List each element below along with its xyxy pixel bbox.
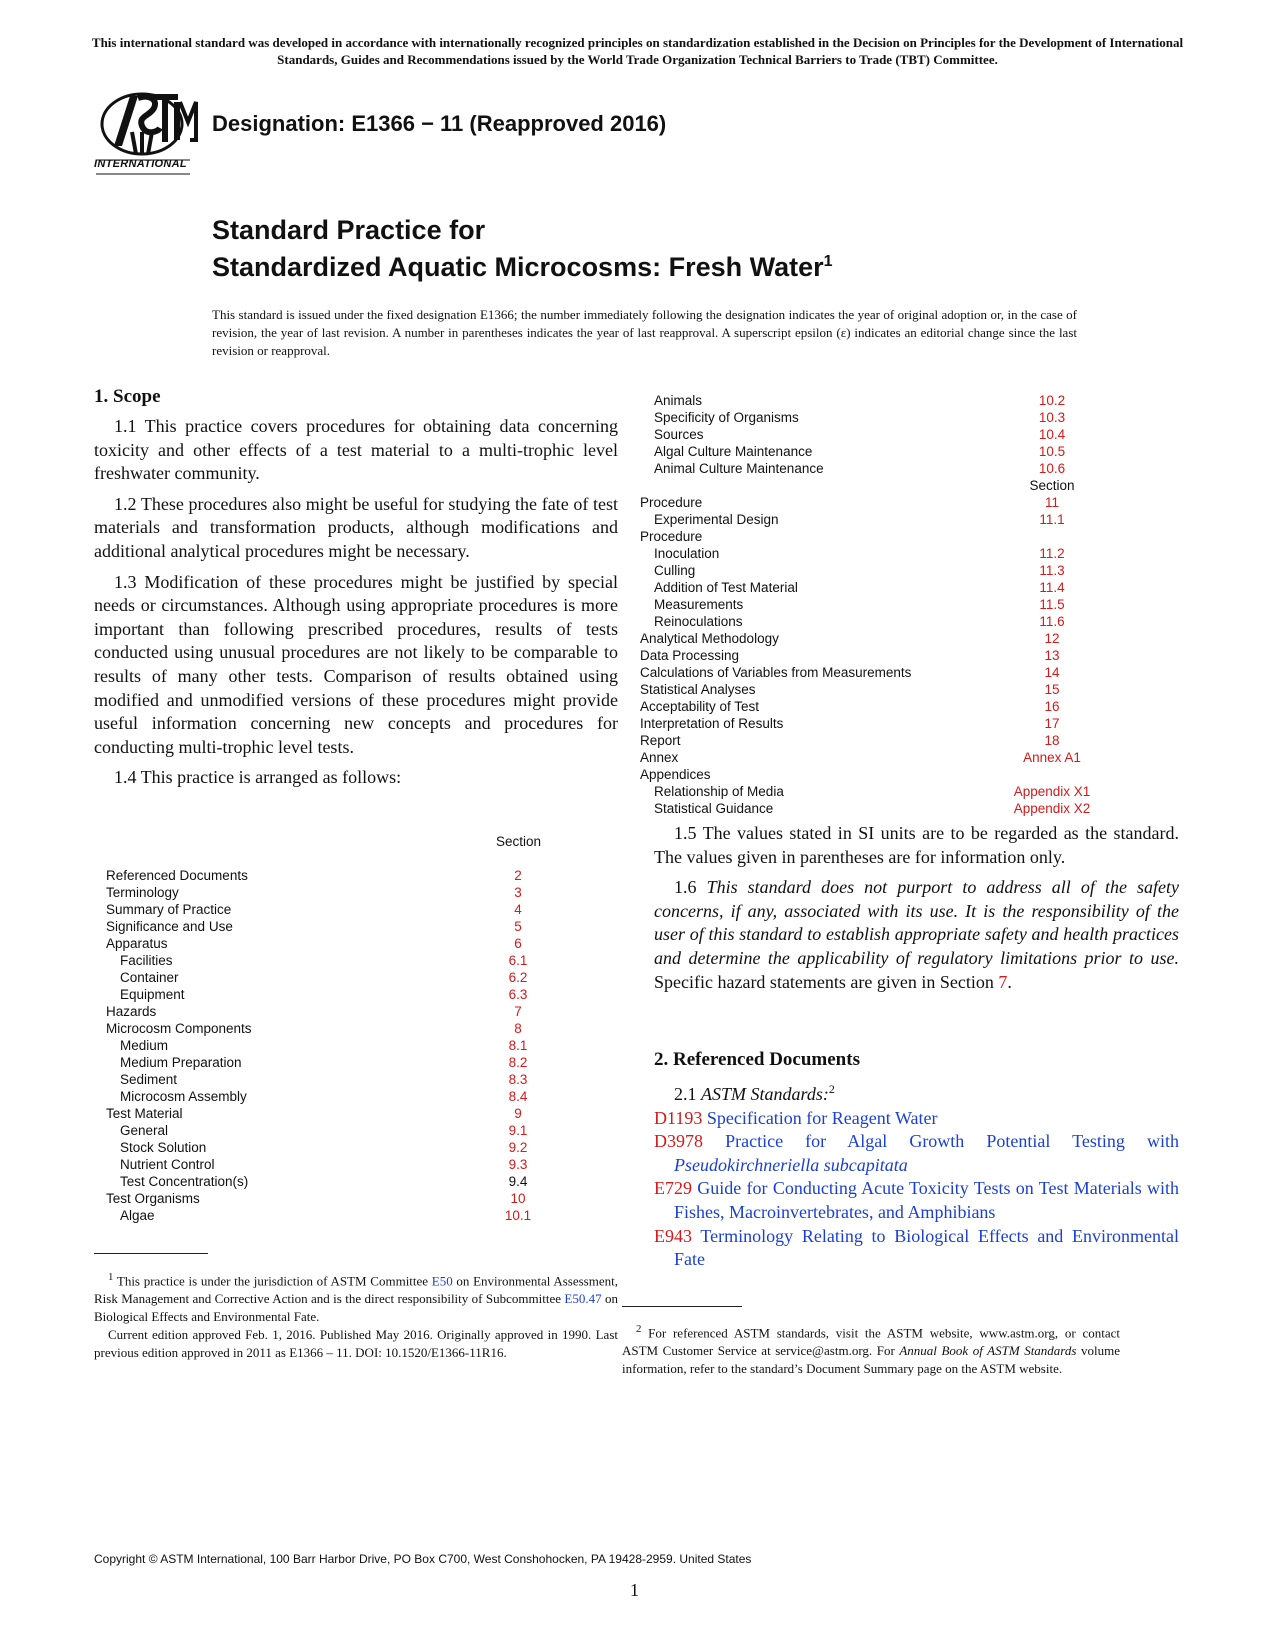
wto-notice: This international standard was developed in accordance with internationally recognized principles on standardization established in the Decision on Principles for the Development of International Standards, Guides and Recommendations issued by the World Trade Organization Technical Barriers to Trade (TBT) Committee. xyxy=(91,35,1184,67)
subheading-footnote-marker: 2 xyxy=(828,1082,835,1096)
toc-section-link[interactable]: 9.1 xyxy=(508,1123,528,1138)
title-line-2 xyxy=(212,246,833,283)
toc-item-label: Algae xyxy=(120,1208,155,1223)
toc-item-label: General xyxy=(120,1123,169,1138)
toc-section-link[interactable]: 9.3 xyxy=(508,1157,528,1172)
toc-section-link[interactable]: 11.5 xyxy=(1039,597,1065,612)
toc-item-label: Equipment xyxy=(120,987,185,1002)
footnote-1-para xyxy=(94,1268,618,1326)
toc-item-label: Data Processing xyxy=(640,648,740,663)
toc-item-label: Reinoculations xyxy=(654,614,743,629)
toc-section-link[interactable]: 11 xyxy=(1044,495,1059,510)
footnote-2-italic: Annual Book of ASTM Standards xyxy=(899,1343,1077,1359)
toc-section-link[interactable]: 9 xyxy=(514,1106,522,1121)
toc-item-label: Referenced Documents xyxy=(106,868,248,883)
toc-item-label: Test Material xyxy=(106,1106,183,1121)
footnote-2-text-a: For referenced ASTM standards, visit the ASTM website, www.astm.org, or contact ASTM Customer Service at service@astm.org. For xyxy=(622,1325,1120,1359)
reference-species-link[interactable]: Pseudokirchneriella subcapitata xyxy=(674,1154,908,1175)
scope-para-1-4: 1.4 This practice is arranged as follows: xyxy=(114,767,402,788)
logo-text: INTERNATIONAL xyxy=(94,158,187,170)
toc-section-link[interactable]: Annex A1 xyxy=(1023,750,1081,765)
referenced-documents-heading: 2. Referenced Documents xyxy=(654,1049,860,1070)
toc-item-label: Specificity of Organisms xyxy=(654,410,799,425)
toc-item-label: Experimental Design xyxy=(654,512,779,527)
toc-item-label: Statistical Analyses xyxy=(640,682,756,697)
toc-section-link[interactable]: 11.3 xyxy=(1039,563,1065,578)
reference-item xyxy=(654,1107,1179,1131)
subcommittee-e50-47-link[interactable]: E50.47 xyxy=(564,1291,602,1307)
toc-section-link[interactable]: 3 xyxy=(514,885,522,900)
reference-item xyxy=(654,1130,1179,1177)
reference-item xyxy=(654,1225,1179,1272)
safety-statement: This standard does not purport to address all of the safety concerns, if any, associated with its use. It is the responsibility of the user of this standard to establish appropriate safety and health practices and determine the applicability of regulatory limitations prior to use. xyxy=(654,877,1179,968)
toc-item-label: Animals xyxy=(654,393,703,408)
toc-section-link[interactable]: 8.4 xyxy=(508,1089,528,1104)
title-footnote-marker: 1 xyxy=(823,253,833,270)
section-7-link[interactable]: 7 xyxy=(998,971,1008,992)
footnote-2-marker: 2 xyxy=(636,1323,642,1335)
copyright-notice: Copyright © ASTM International, 100 Barr Harbor Drive, PO Box C700, West Conshohocken, PA 19428-2959. United States xyxy=(94,1552,752,1566)
toc-item-label: Measurements xyxy=(654,597,744,612)
toc-section-link[interactable]: 6.1 xyxy=(508,953,528,968)
toc-section-link[interactable]: 8 xyxy=(514,1021,522,1036)
reference-code-link[interactable]: D3978 xyxy=(654,1131,726,1152)
toc-item-label: Nutrient Control xyxy=(120,1157,215,1172)
reference-title-link[interactable]: Specification for Reagent Water xyxy=(706,1107,938,1128)
toc-item-label: Hazards xyxy=(106,1004,157,1019)
footnote-1-text-a: This practice is under the jurisdiction of ASTM Committee xyxy=(113,1273,432,1289)
toc-item-label: Summary of Practice xyxy=(106,902,232,917)
toc-section-link[interactable]: 8.3 xyxy=(508,1072,528,1087)
toc-section-link[interactable]: 9.2 xyxy=(508,1140,528,1155)
toc-section-link[interactable]: 16 xyxy=(1044,699,1060,714)
toc-item-label: Addition of Test Material xyxy=(654,580,798,595)
footnote-1 xyxy=(94,1268,618,1362)
toc-section-link[interactable]: 11.6 xyxy=(1039,614,1065,629)
toc-section-link[interactable]: 6.2 xyxy=(508,970,528,985)
astm-standards-subheading xyxy=(654,1078,1179,1107)
reference-code-link[interactable]: E943 xyxy=(654,1225,701,1246)
toc-section-link[interactable]: 8.2 xyxy=(508,1055,528,1070)
reference-item xyxy=(654,1177,1179,1224)
scope-body-right xyxy=(654,822,1179,994)
astm-logo xyxy=(92,88,202,180)
toc-item-label: Test Concentration(s) xyxy=(120,1174,249,1189)
toc-item-label: Inoculation xyxy=(654,546,720,561)
toc-section-link[interactable]: Appendix X2 xyxy=(1013,801,1091,816)
toc-section-link[interactable]: 12 xyxy=(1044,631,1060,646)
toc-item-label: Medium xyxy=(120,1038,169,1053)
toc-item-label: Animal Culture Maintenance xyxy=(654,461,824,476)
title-line-2-text: Standardized Aquatic Microcosms: Fresh Water xyxy=(212,252,824,282)
toc-item-label: Procedure xyxy=(640,495,703,510)
toc-item-label: Terminology xyxy=(106,885,179,900)
title-line-1: Standard Practice for xyxy=(212,215,486,245)
reference-list xyxy=(654,1107,1179,1272)
scope-body-left xyxy=(94,415,618,790)
toc-section-link[interactable]: 11.2 xyxy=(1039,546,1065,561)
toc-item-label: Sources xyxy=(654,427,704,442)
toc-item-label: Medium Preparation xyxy=(120,1055,242,1070)
toc-section-link[interactable]: 10.5 xyxy=(1038,444,1066,459)
toc-section-link[interactable]: 5 xyxy=(514,919,522,934)
toc-item-label: Container xyxy=(120,970,179,985)
toc-section-link[interactable]: 14 xyxy=(1044,665,1060,680)
scope-para-1-6 xyxy=(654,876,1179,994)
scope-para-1-1: 1.1 This practice covers procedures for obtaining data concerning toxicity and other effects of a test material to a multi-trophic level freshwater community. xyxy=(94,416,618,484)
toc-item-label: Culling xyxy=(654,563,696,578)
toc-item-label: Test Organisms xyxy=(106,1191,200,1206)
document-title xyxy=(212,214,833,283)
footnote-2 xyxy=(622,1320,1120,1378)
toc-section-link[interactable]: 11.4 xyxy=(1039,580,1065,595)
toc-section-link[interactable]: 13 xyxy=(1044,648,1060,663)
toc-section-link[interactable]: 4 xyxy=(514,902,522,917)
footnote-rule-left xyxy=(94,1253,208,1254)
footnote-rule-right xyxy=(622,1306,742,1307)
committee-e50-link[interactable]: E50 xyxy=(431,1273,453,1289)
toc-item-label: Appendices xyxy=(640,767,711,782)
footnote-2-text-b: volume information, refer to the standard’s Document Summary page on the ASTM website. xyxy=(622,1343,1120,1377)
toc-item-label: Interpretation of Results xyxy=(640,716,784,731)
subheading-number: 2.1 xyxy=(674,1084,701,1104)
toc-item-label: Apparatus xyxy=(106,936,168,951)
reference-code-link[interactable]: E729 xyxy=(654,1178,698,1199)
toc-section-link[interactable]: 10.2 xyxy=(1038,393,1066,408)
toc-section-link[interactable]: 10.3 xyxy=(1038,410,1066,425)
designation: Designation: E1366 − 11 (Reapproved 2016) xyxy=(212,111,667,136)
toc-section-link[interactable]: 10.1 xyxy=(504,1208,532,1223)
toc-section-label: 9.4 xyxy=(508,1174,528,1189)
toc-section-label: Section xyxy=(1029,478,1075,493)
toc-item-label: Microcosm Assembly xyxy=(120,1089,247,1104)
toc-item-label: Stock Solution xyxy=(120,1140,207,1155)
reference-title-link[interactable]: Terminology Relating to Biological Effects and Environmental Fate xyxy=(674,1225,1179,1270)
toc-item-label: Significance and Use xyxy=(106,919,233,934)
footnote-1-marker: 1 xyxy=(108,1271,114,1283)
toc-section-link[interactable]: 7 xyxy=(514,1004,522,1019)
footnote-1-text-c: on Biological Effects and Environmental Fate. xyxy=(94,1291,619,1325)
toc-section-link[interactable]: 17 xyxy=(1044,716,1060,731)
para-1-6-number: 1.6 xyxy=(674,877,707,898)
toc-section-link[interactable]: 2 xyxy=(514,868,522,883)
reference-title-link[interactable]: Practice for Algal Growth Potential Testing with xyxy=(725,1131,1179,1152)
toc-item-label: Relationship of Media xyxy=(654,784,784,799)
scope-para-1-3: 1.3 Modification of these procedures might be justified by special needs or circumstances. Although using appropriate procedures is more important than following prescribed procedures, results of tests conducted using unusual procedures are not likely to be comparable to results of many other tests. Comparison of results obtained using modified and unmodified versions of these procedures might provide useful information concerning new concepts and procedures for conducting multi-trophic level tests. xyxy=(94,571,618,757)
toc-section-link[interactable]: 18 xyxy=(1044,733,1060,748)
scope-heading: 1. Scope xyxy=(94,386,161,407)
toc-item-label: Acceptability of Test xyxy=(640,699,760,714)
toc-item-label: Calculations of Variables from Measurements xyxy=(640,665,912,680)
toc-item-label: Analytical Methodology xyxy=(640,631,779,646)
toc-section-link[interactable]: 6.3 xyxy=(508,987,528,1002)
para-1-6-end: . xyxy=(1007,971,1012,992)
page-number: 1 xyxy=(630,1580,639,1600)
scope-para-1-2: 1.2 These procedures also might be useful for studying the fate of test materials and transformation products, although modifications and additional analytical procedures might be necessary. xyxy=(94,493,618,561)
toc-section-link[interactable]: 8.1 xyxy=(508,1038,528,1053)
toc-section-link[interactable]: 6 xyxy=(514,936,522,951)
referenced-documents-body xyxy=(654,1078,1179,1272)
reference-title-link[interactable]: Guide for Conducting Acute Toxicity Tests on Test Materials with Fishes, Macroinvertebrates, and Amphibians xyxy=(674,1178,1179,1222)
toc-section-link[interactable]: 15 xyxy=(1044,682,1060,697)
toc-section-link[interactable]: Appendix X1 xyxy=(1013,784,1091,799)
toc-right xyxy=(640,392,1100,822)
subheading-label: ASTM Standards: xyxy=(701,1084,829,1104)
toc-left xyxy=(106,867,546,1227)
scope-para-1-5: 1.5 The values stated in SI units are to be regarded as the standard. The values given in parentheses are for information only. xyxy=(654,823,1179,867)
toc-item-label: Procedure xyxy=(640,529,703,544)
toc-item-label: Statistical Guidance xyxy=(654,801,774,816)
footnote-1-edition: Current edition approved Feb. 1, 2016. Published May 2016. Originally approved in 1990. Last previous edition approved in 2011 as E1366 – 11. DOI: 10.1520/E1366-11R16. xyxy=(94,1327,618,1361)
toc-section-link[interactable]: 11.1 xyxy=(1039,512,1065,527)
para-1-6-text: Specific hazard statements are given in Section xyxy=(654,971,999,992)
toc-section-link[interactable]: 10 xyxy=(510,1191,526,1206)
toc-section-header: Section xyxy=(496,834,542,849)
toc-item-label: Algal Culture Maintenance xyxy=(654,444,813,459)
toc-section-link[interactable]: 10.4 xyxy=(1038,427,1066,442)
reference-code-link[interactable]: D1193 xyxy=(654,1107,707,1128)
issue-notice: This standard is issued under the fixed designation E1366; the number immediately following the designation indicates the year of original adoption or, in the case of revision, the year of last revision. A number in parentheses indicates the year of last reapproval. A superscript epsilon (ε) indicates an editorial change since the last revision or reapproval. xyxy=(212,307,1077,358)
toc-item-label: Facilities xyxy=(120,953,173,968)
toc-item-label: Sediment xyxy=(120,1072,178,1087)
toc-item-label: Report xyxy=(640,733,681,748)
footnote-1-text-b: on Environmental Assessment, Risk Management and Corrective Action and is the direct responsibility of Subcommittee xyxy=(94,1273,618,1307)
toc-section-link[interactable]: 10.6 xyxy=(1038,461,1066,476)
toc-item-label: Annex xyxy=(640,750,679,765)
toc-item-label: Microcosm Components xyxy=(106,1021,252,1036)
